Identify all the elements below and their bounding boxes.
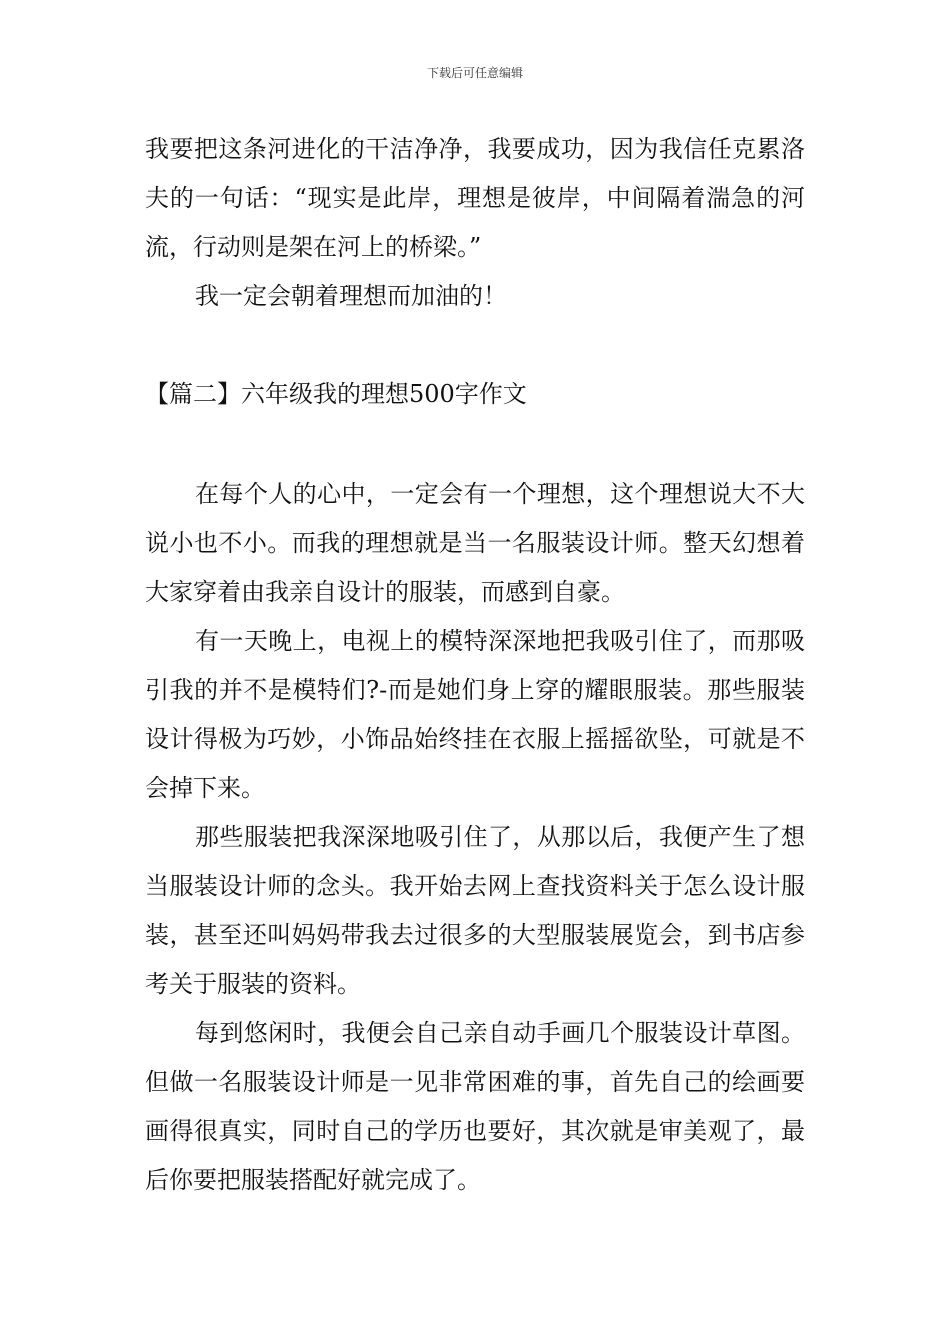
spacer <box>145 321 805 370</box>
spacer <box>145 419 805 470</box>
paragraph: 那些服装把我深深地吸引住了，从那以后，我便产生了想当服装设计师的念头。我开始去网上查找资料关于怎么设计服装，甚至还叫妈妈带我去过很多的大型服装展览会，到书店参考关于服装的资料。 <box>145 823 805 998</box>
document-body <box>145 125 805 1205</box>
paragraph: 每到悠闲时，我便会自己亲自动手画几个服装设计草图。但做一名服装设计师是一见非常困难的事，首先自己的绘画要画得很真实，同时自己的学历也要好，其次就是审美观了，最后你要把服装搭配好就完成了。 <box>145 1019 805 1194</box>
paragraph: 有一天晚上，电视上的模特深深地把我吸引住了，而那吸引我的并不是模特们?-而是她们身上穿的耀眼服装。那些服装设计得极为巧妙，小饰品始终挂在衣服上摇摇欲坠，可就是不会掉下来。 <box>145 627 805 802</box>
paragraph: 我要把这条河进化的干洁净净，我要成功，因为我信任克累洛夫的一句话：“现实是此岸，理想是彼岸，中间隔着湍急的河流，行动则是架在河上的桥梁。” <box>145 135 805 261</box>
page-header: 下载后可任意编辑 <box>426 66 523 80</box>
paragraph: 在每个人的心中，一定会有一个理想，这个理想说大不大说小也不小。而我的理想就是当一名服装设计师。整天幻想着大家穿着由我亲自设计的服装，而感到自豪。 <box>145 480 805 606</box>
section-heading: 【篇二】六年级我的理想500字作文 <box>145 380 527 408</box>
paragraph: 我一定会朝着理想而加油的！ <box>195 282 507 310</box>
